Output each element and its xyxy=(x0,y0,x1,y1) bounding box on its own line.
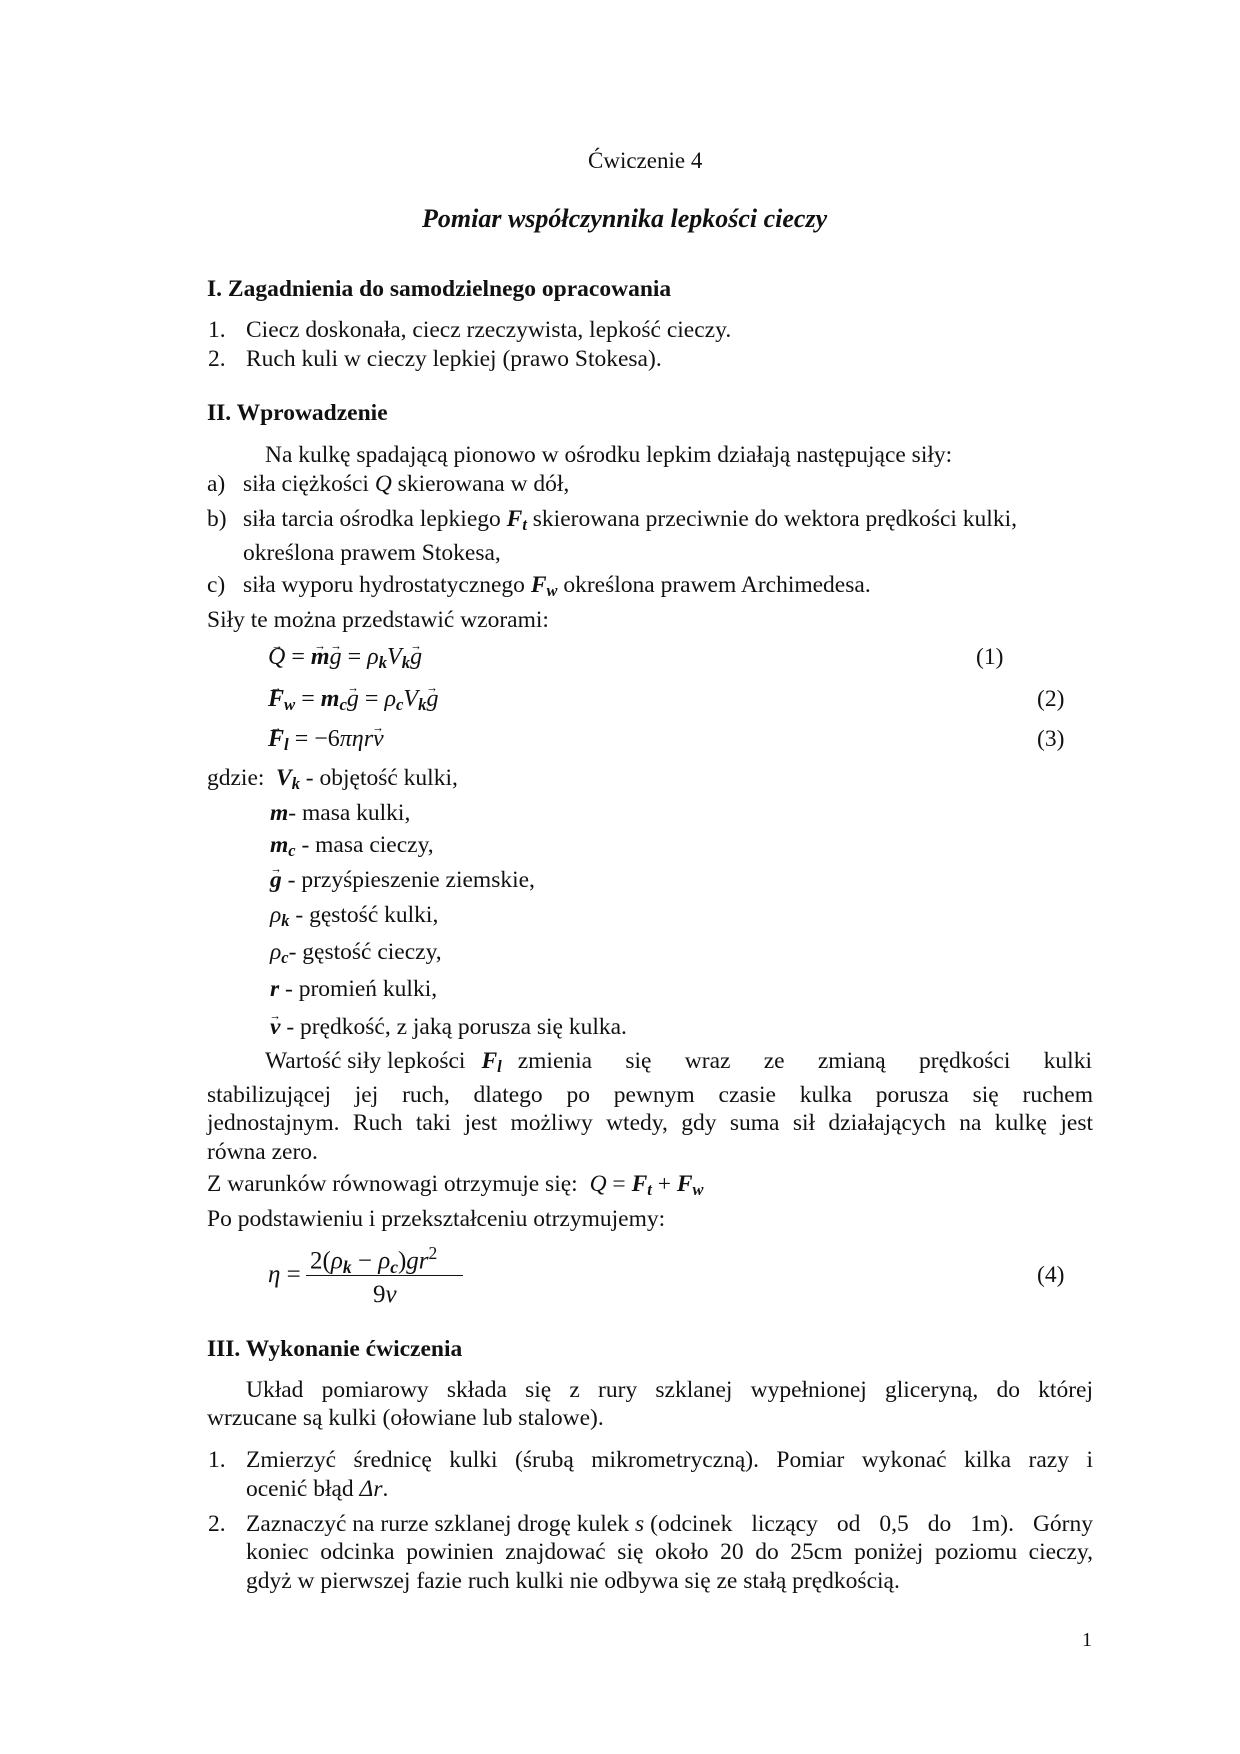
paragraph-line: jednostajnym. Ruch taki jest możliwy wtedy, gdy suma sił działających na kulkę jest xyxy=(207,1110,1093,1136)
list-item: Ruch kuli w cieczy lepkiej (prawo Stokesa). xyxy=(246,346,662,372)
definition-m: m- masa kulki, xyxy=(270,800,411,826)
step-1-line: Zmierzyć średnicę kulki (śrubą mikrometryczną). Pomiar wykonać kilka razy i xyxy=(246,1447,1093,1473)
equation-number: (2) xyxy=(1037,686,1065,712)
formulas-intro: Siły te można przedstawić wzorami: xyxy=(207,607,549,633)
page-number: 1 xyxy=(1082,1629,1092,1651)
equation-number: (1) xyxy=(976,644,1004,670)
paragraph-line: Układ pomiarowy składa się z rury szklanej wypełnionej gliceryną, do której xyxy=(246,1377,1093,1403)
section-2-heading: II. Wprowadzenie xyxy=(207,400,388,426)
equation-2: → $F_w = m_c\to g = \rho_cV_k\to g$ xyxy=(268,684,438,720)
force-c: siła wyporu hydrostatycznego $F_w$ określona prawem Archimedesa. xyxy=(243,572,871,601)
equation-4-numerator: $2(\rho_k - \rho_c)gr^2$ xyxy=(310,1243,438,1277)
paragraph-line: stabilizującej jej ruch, dlatego po pewnym czasie kulka porusza się ruchem xyxy=(207,1082,1093,1108)
list-item: Ciecz doskonała, ciecz rzeczywista, lepkość cieczy. xyxy=(246,317,732,343)
definition-rho-c: $\rho_c-$ gęstość cieczy, xyxy=(270,939,442,968)
step-1-line: ocenić błąd Δr. xyxy=(246,1476,389,1502)
definition-g: → g - przyśpieszenie ziemskie, xyxy=(270,865,535,895)
step-2-line: gdyż w pierwszej fazie ruch kulki nie odbywa się ze stałą prędkością. xyxy=(246,1568,900,1594)
paragraph-line: Wartość siły lepkości $F_l$ zmienia się wraz ze zmianą prędkości kulki xyxy=(265,1048,1092,1077)
step-number: 2. xyxy=(208,1511,226,1537)
where-label: gdzie: xyxy=(207,765,265,791)
step-number: 1. xyxy=(208,1447,226,1473)
section-3-heading: III. Wykonanie ćwiczenia xyxy=(207,1336,463,1362)
paragraph-line: równa zero. xyxy=(207,1139,318,1165)
exercise-number: Ćwiczenie 4 xyxy=(588,148,703,173)
force-a: siła ciężkości Q skierowana w dół, xyxy=(243,471,570,497)
section-1-heading: I. Zagadnienia do samodzielnego opracowania xyxy=(207,276,672,302)
page-title: Pomiar współczynnika lepkości cieczy xyxy=(422,204,828,233)
equation-1: → Q = → $m\to g = \rho_kV_k\to g$ xyxy=(268,642,422,678)
fraction-bar xyxy=(306,1275,463,1276)
force-label: a) xyxy=(207,471,226,497)
step-2-line: koniec odcinka powinien znajdować się około 20 do 25cm poniżej poziomu cieczy, xyxy=(246,1539,1093,1565)
step-2-line: Zaznaczyć na rurze szklanej drogę kulek s (odcinek liczący od 0,5 do 1m). Górny xyxy=(246,1511,1093,1537)
equation-number: (3) xyxy=(1037,726,1065,752)
definition-r: r - promień kulki, xyxy=(270,976,438,1002)
definition-mc: $m_c$ - masa cieczy, xyxy=(270,832,434,861)
equation-4-denominator: 9v xyxy=(373,1281,397,1308)
paragraph-line: wrzucane są kulki (ołowiane lub stalowe). xyxy=(207,1405,604,1431)
equilibrium-text: Z warunków równowagi otrzymuje się: $Q = F_t + F_w$ xyxy=(207,1171,704,1200)
list-item-num: 2. xyxy=(208,346,226,372)
list-item-num: 1. xyxy=(208,317,226,343)
equation-3: → $F_l = -6\pi\eta r\to v$ xyxy=(268,724,384,760)
definition-v: → v - prędkość, z jaką porusza się kulka. xyxy=(270,1012,627,1042)
force-b-continued: określona prawem Stokesa, xyxy=(243,540,501,566)
equation-4-lhs: η = xyxy=(268,1261,301,1288)
equation-number: (4) xyxy=(1037,1262,1065,1288)
force-label: c) xyxy=(207,572,226,598)
force-b: siła tarcia ośrodka lepkiego $F_t$ skierowana przeciwnie do wektora prędkości kulki, xyxy=(243,506,1017,535)
definition-vk: $V_k$ - objętość kulki, xyxy=(276,765,458,794)
intro-text: Na kulkę spadającą pionowo w ośrodku lepkim działają następujące siły: xyxy=(265,442,953,468)
force-label: b) xyxy=(207,506,227,532)
definition-rho-k: $\rho_k$ - gęstość kulki, xyxy=(270,902,439,931)
substitution-text: Po podstawieniu i przekształceniu otrzymujemy: xyxy=(207,1206,666,1232)
